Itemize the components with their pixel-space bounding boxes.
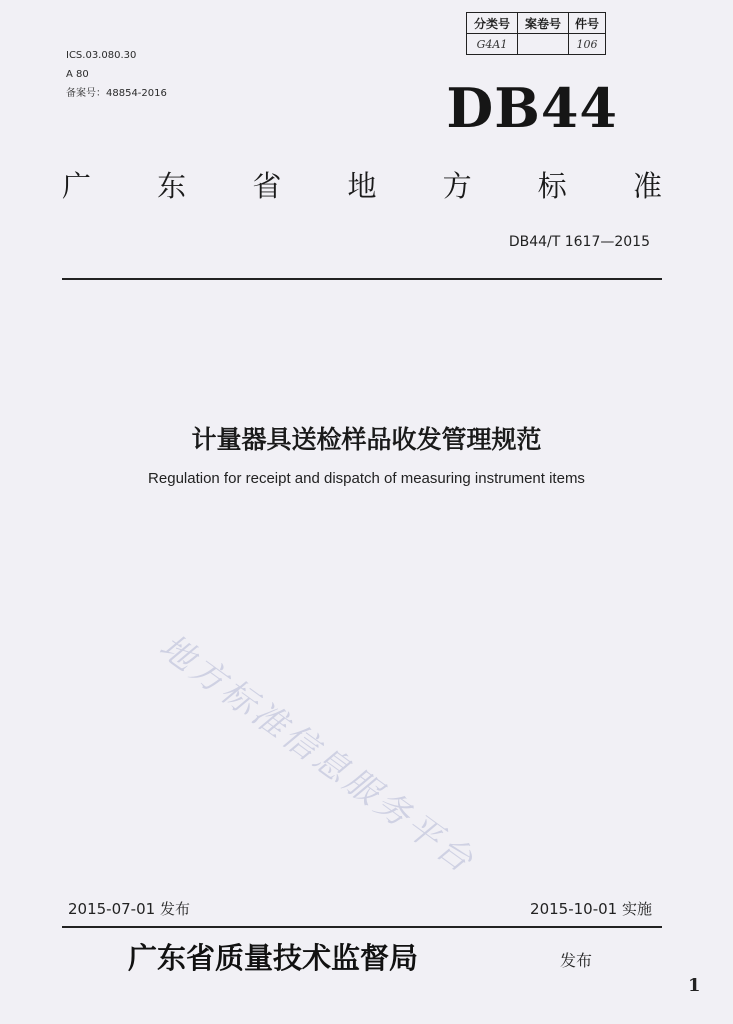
bottom-divider <box>62 926 662 928</box>
standard-type-char: 地 <box>347 169 377 203</box>
top-divider <box>62 278 662 280</box>
document-title-english: Regulation for receipt and dispatch of measuring instrument items <box>148 470 585 487</box>
standard-type-char: 标 <box>537 169 567 203</box>
standard-number: DB44/T 1617—2015 <box>508 234 650 250</box>
effective-date: 2015-10-01 实施 <box>530 900 652 918</box>
issuer-suffix: 发布 <box>560 951 593 970</box>
filing-box-header-volume: 案卷号 <box>518 13 569 34</box>
watermark-text: 地方标准信息服务平台 <box>151 626 483 883</box>
standard-type-char: 准 <box>632 169 662 203</box>
standard-type-char: 东 <box>157 169 187 203</box>
filing-box-value-item: 106 <box>569 34 606 55</box>
filing-box-value-volume <box>518 34 569 55</box>
ics-code: ICS.03.080.30 <box>66 50 137 61</box>
standard-type-heading <box>62 164 662 205</box>
filing-box-value-category: G4A1 <box>467 34 518 55</box>
standard-type-char: 省 <box>252 169 282 203</box>
db44-logo: DB44 <box>446 76 618 140</box>
issuing-authority: 广东省质量技术监督局 <box>128 941 419 975</box>
publication-date: 2015-07-01 发布 <box>68 900 190 918</box>
classification-codes <box>66 46 167 103</box>
filing-box-header-category: 分类号 <box>467 13 518 34</box>
filing-box-header-item: 件号 <box>569 13 606 34</box>
document-title-chinese: 计量器具送检样品收发管理规范 <box>191 425 542 454</box>
filing-stamp-box <box>466 12 606 55</box>
filing-number: 备案号：48854-2016 <box>66 88 167 99</box>
standard-type-char: 广 <box>62 169 92 203</box>
standard-type-char: 方 <box>442 169 472 203</box>
page-number: 1 <box>688 975 701 996</box>
ccs-code: A 80 <box>66 69 89 80</box>
